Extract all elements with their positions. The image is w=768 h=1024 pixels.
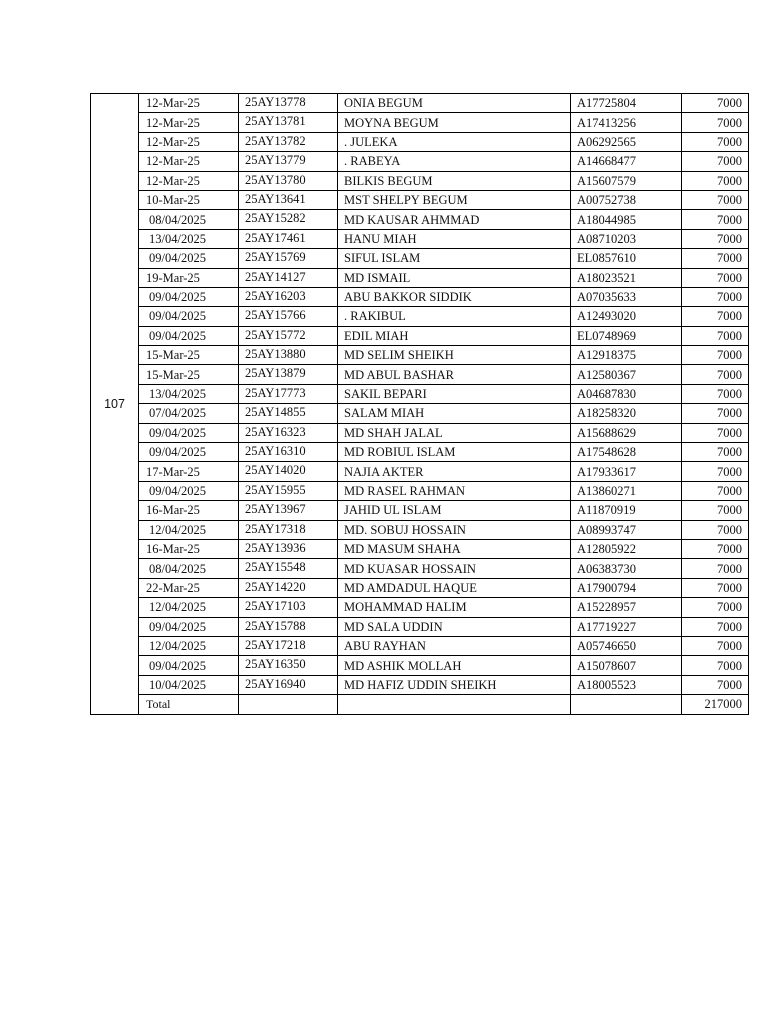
amount-cell: 7000 (682, 384, 749, 403)
reference-cell: 25AY13782 (239, 132, 338, 151)
date-cell: 17-Mar-25 (139, 462, 239, 481)
amount-cell: 7000 (682, 559, 749, 578)
table-row (91, 636, 749, 655)
id-number-cell: A17933617 (571, 462, 682, 481)
id-number-cell: A17719227 (571, 617, 682, 636)
amount-cell: 7000 (682, 326, 749, 345)
id-number-cell: A17900794 (571, 578, 682, 597)
reference-cell: 25AY17461 (239, 229, 338, 248)
name-cell: MOYNA BEGUM (338, 113, 571, 132)
reference-cell: 25AY17318 (239, 520, 338, 539)
name-cell: EDIL MIAH (338, 326, 571, 345)
date-cell: 09/04/2025 (139, 443, 239, 462)
empty-cell (338, 695, 571, 714)
date-cell: 15-Mar-25 (139, 346, 239, 365)
date-cell: 12-Mar-25 (139, 152, 239, 171)
table-row (91, 210, 749, 229)
date-cell: 12-Mar-25 (139, 132, 239, 151)
name-cell: . RABEYA (338, 152, 571, 171)
id-number-cell: EL0748969 (571, 326, 682, 345)
amount-cell: 7000 (682, 656, 749, 675)
name-cell: MD HAFIZ UDDIN SHEIKH (338, 675, 571, 694)
reference-cell: 25AY16203 (239, 287, 338, 306)
id-number-cell: A08710203 (571, 229, 682, 248)
table-row (91, 481, 749, 500)
amount-cell: 7000 (682, 404, 749, 423)
date-cell: 16-Mar-25 (139, 539, 239, 558)
amount-cell: 7000 (682, 520, 749, 539)
amount-cell: 7000 (682, 152, 749, 171)
id-number-cell: A15228957 (571, 598, 682, 617)
date-cell: 12-Mar-25 (139, 171, 239, 190)
date-cell: 19-Mar-25 (139, 268, 239, 287)
reference-cell: 25AY15788 (239, 617, 338, 636)
amount-cell: 7000 (682, 268, 749, 287)
payment-table (90, 93, 749, 715)
table-row (91, 307, 749, 326)
table-row (91, 501, 749, 520)
total-row (91, 695, 749, 714)
reference-cell: 25AY15766 (239, 307, 338, 326)
table-row (91, 268, 749, 287)
name-cell: MD KUASAR HOSSAIN (338, 559, 571, 578)
id-number-cell: A13860271 (571, 481, 682, 500)
amount-cell: 7000 (682, 287, 749, 306)
total-label: Total (139, 695, 239, 714)
id-number-cell: A11870919 (571, 501, 682, 520)
table-row (91, 249, 749, 268)
id-number-cell: A18023521 (571, 268, 682, 287)
table-row (91, 346, 749, 365)
date-cell: 09/04/2025 (139, 423, 239, 442)
reference-cell: 25AY13936 (239, 539, 338, 558)
id-number-cell: EL0857610 (571, 249, 682, 268)
table-row (91, 132, 749, 151)
amount-cell: 7000 (682, 617, 749, 636)
table-row (91, 190, 749, 209)
reference-cell: 25AY13641 (239, 190, 338, 209)
reference-cell: 25AY13879 (239, 365, 338, 384)
id-number-cell: A05746650 (571, 636, 682, 655)
name-cell: MOHAMMAD HALIM (338, 598, 571, 617)
reference-cell: 25AY13880 (239, 346, 338, 365)
table-row (91, 656, 749, 675)
name-cell: . JULEKA (338, 132, 571, 151)
id-number-cell: A17725804 (571, 94, 682, 113)
reference-cell: 25AY13967 (239, 501, 338, 520)
table-row (91, 520, 749, 539)
name-cell: ONIA BEGUM (338, 94, 571, 113)
id-number-cell: A17548628 (571, 443, 682, 462)
id-number-cell: A07035633 (571, 287, 682, 306)
table-row (91, 326, 749, 345)
reference-cell: 25AY13779 (239, 152, 338, 171)
date-cell: 12-Mar-25 (139, 94, 239, 113)
name-cell: NAJIA AKTER (338, 462, 571, 481)
reference-cell: 25AY14220 (239, 578, 338, 597)
name-cell: BILKIS BEGUM (338, 171, 571, 190)
amount-cell: 7000 (682, 190, 749, 209)
date-cell: 09/04/2025 (139, 287, 239, 306)
table-row (91, 443, 749, 462)
group-number-cell: 107 (91, 94, 139, 715)
reference-cell: 25AY17773 (239, 384, 338, 403)
payment-table-body (91, 94, 749, 715)
amount-cell: 7000 (682, 249, 749, 268)
id-number-cell: A06292565 (571, 132, 682, 151)
amount-cell: 7000 (682, 365, 749, 384)
date-cell: 09/04/2025 (139, 307, 239, 326)
date-cell: 13/04/2025 (139, 384, 239, 403)
name-cell: SALAM MIAH (338, 404, 571, 423)
reference-cell: 25AY13778 (239, 94, 338, 113)
date-cell: 12-Mar-25 (139, 113, 239, 132)
date-cell: 22-Mar-25 (139, 578, 239, 597)
reference-cell: 25AY15282 (239, 210, 338, 229)
amount-cell: 7000 (682, 481, 749, 500)
name-cell: MD. SOBUJ HOSSAIN (338, 520, 571, 539)
reference-cell: 25AY14020 (239, 462, 338, 481)
date-cell: 12/04/2025 (139, 636, 239, 655)
table-row (91, 462, 749, 481)
name-cell: MD MASUM SHAHA (338, 539, 571, 558)
amount-cell: 7000 (682, 132, 749, 151)
amount-cell: 7000 (682, 462, 749, 481)
table-row (91, 404, 749, 423)
name-cell: MD RASEL RAHMAN (338, 481, 571, 500)
amount-cell: 7000 (682, 675, 749, 694)
table-row (91, 675, 749, 694)
name-cell: HANU MIAH (338, 229, 571, 248)
id-number-cell: A12580367 (571, 365, 682, 384)
date-cell: 12/04/2025 (139, 598, 239, 617)
table-row (91, 598, 749, 617)
date-cell: 09/04/2025 (139, 249, 239, 268)
id-number-cell: A12493020 (571, 307, 682, 326)
name-cell: MD KAUSAR AHMMAD (338, 210, 571, 229)
table-row (91, 171, 749, 190)
date-cell: 12/04/2025 (139, 520, 239, 539)
reference-cell: 25AY15769 (239, 249, 338, 268)
table-row (91, 423, 749, 442)
table-row (91, 617, 749, 636)
name-cell: . RAKIBUL (338, 307, 571, 326)
reference-cell: 25AY13780 (239, 171, 338, 190)
date-cell: 10-Mar-25 (139, 190, 239, 209)
table-row (91, 94, 749, 113)
amount-cell: 7000 (682, 598, 749, 617)
date-cell: 09/04/2025 (139, 326, 239, 345)
reference-cell: 25AY15955 (239, 481, 338, 500)
name-cell: SAKIL BEPARI (338, 384, 571, 403)
date-cell: 07/04/2025 (139, 404, 239, 423)
reference-cell: 25AY16940 (239, 675, 338, 694)
reference-cell: 25AY15548 (239, 559, 338, 578)
id-number-cell: A06383730 (571, 559, 682, 578)
reference-cell: 25AY17218 (239, 636, 338, 655)
amount-cell: 7000 (682, 210, 749, 229)
id-number-cell: A15688629 (571, 423, 682, 442)
id-number-cell: A08993747 (571, 520, 682, 539)
id-number-cell: A14668477 (571, 152, 682, 171)
amount-cell: 7000 (682, 113, 749, 132)
name-cell: MD SHAH JALAL (338, 423, 571, 442)
empty-cell (239, 695, 338, 714)
date-cell: 09/04/2025 (139, 617, 239, 636)
table-row (91, 539, 749, 558)
name-cell: MD ROBIUL ISLAM (338, 443, 571, 462)
date-cell: 08/04/2025 (139, 559, 239, 578)
id-number-cell: A12918375 (571, 346, 682, 365)
amount-cell: 7000 (682, 636, 749, 655)
table-row (91, 365, 749, 384)
date-cell: 09/04/2025 (139, 481, 239, 500)
id-number-cell: A18005523 (571, 675, 682, 694)
amount-cell: 7000 (682, 171, 749, 190)
reference-cell: 25AY13781 (239, 113, 338, 132)
date-cell: 13/04/2025 (139, 229, 239, 248)
table-row (91, 113, 749, 132)
id-number-cell: A15607579 (571, 171, 682, 190)
name-cell: MD AMDADUL HAQUE (338, 578, 571, 597)
amount-cell: 7000 (682, 94, 749, 113)
name-cell: MD SALA UDDIN (338, 617, 571, 636)
name-cell: MD ABUL BASHAR (338, 365, 571, 384)
id-number-cell: A00752738 (571, 190, 682, 209)
reference-cell: 25AY16310 (239, 443, 338, 462)
id-number-cell: A18258320 (571, 404, 682, 423)
name-cell: MD SELIM SHEIKH (338, 346, 571, 365)
amount-cell: 7000 (682, 578, 749, 597)
reference-cell: 25AY16323 (239, 423, 338, 442)
name-cell: JAHID UL ISLAM (338, 501, 571, 520)
table-row (91, 152, 749, 171)
reference-cell: 25AY17103 (239, 598, 338, 617)
id-number-cell: A18044985 (571, 210, 682, 229)
amount-cell: 7000 (682, 423, 749, 442)
amount-cell: 7000 (682, 229, 749, 248)
id-number-cell: A17413256 (571, 113, 682, 132)
table-row (91, 384, 749, 403)
name-cell: MD ISMAIL (338, 268, 571, 287)
name-cell: MD ASHIK MOLLAH (338, 656, 571, 675)
id-number-cell: A04687830 (571, 384, 682, 403)
date-cell: 16-Mar-25 (139, 501, 239, 520)
amount-cell: 7000 (682, 307, 749, 326)
amount-cell: 7000 (682, 443, 749, 462)
amount-cell: 7000 (682, 539, 749, 558)
amount-cell: 7000 (682, 501, 749, 520)
table-row (91, 578, 749, 597)
date-cell: 15-Mar-25 (139, 365, 239, 384)
name-cell: ABU RAYHAN (338, 636, 571, 655)
reference-cell: 25AY14127 (239, 268, 338, 287)
empty-cell (571, 695, 682, 714)
name-cell: ABU BAKKOR SIDDIK (338, 287, 571, 306)
reference-cell: 25AY14855 (239, 404, 338, 423)
date-cell: 08/04/2025 (139, 210, 239, 229)
name-cell: SIFUL ISLAM (338, 249, 571, 268)
id-number-cell: A15078607 (571, 656, 682, 675)
amount-cell: 7000 (682, 346, 749, 365)
total-amount: 217000 (682, 695, 749, 714)
date-cell: 09/04/2025 (139, 656, 239, 675)
table-row (91, 287, 749, 306)
name-cell: MST SHELPY BEGUM (338, 190, 571, 209)
reference-cell: 25AY15772 (239, 326, 338, 345)
date-cell: 10/04/2025 (139, 675, 239, 694)
table-row (91, 559, 749, 578)
reference-cell: 25AY16350 (239, 656, 338, 675)
id-number-cell: A12805922 (571, 539, 682, 558)
table-row (91, 229, 749, 248)
